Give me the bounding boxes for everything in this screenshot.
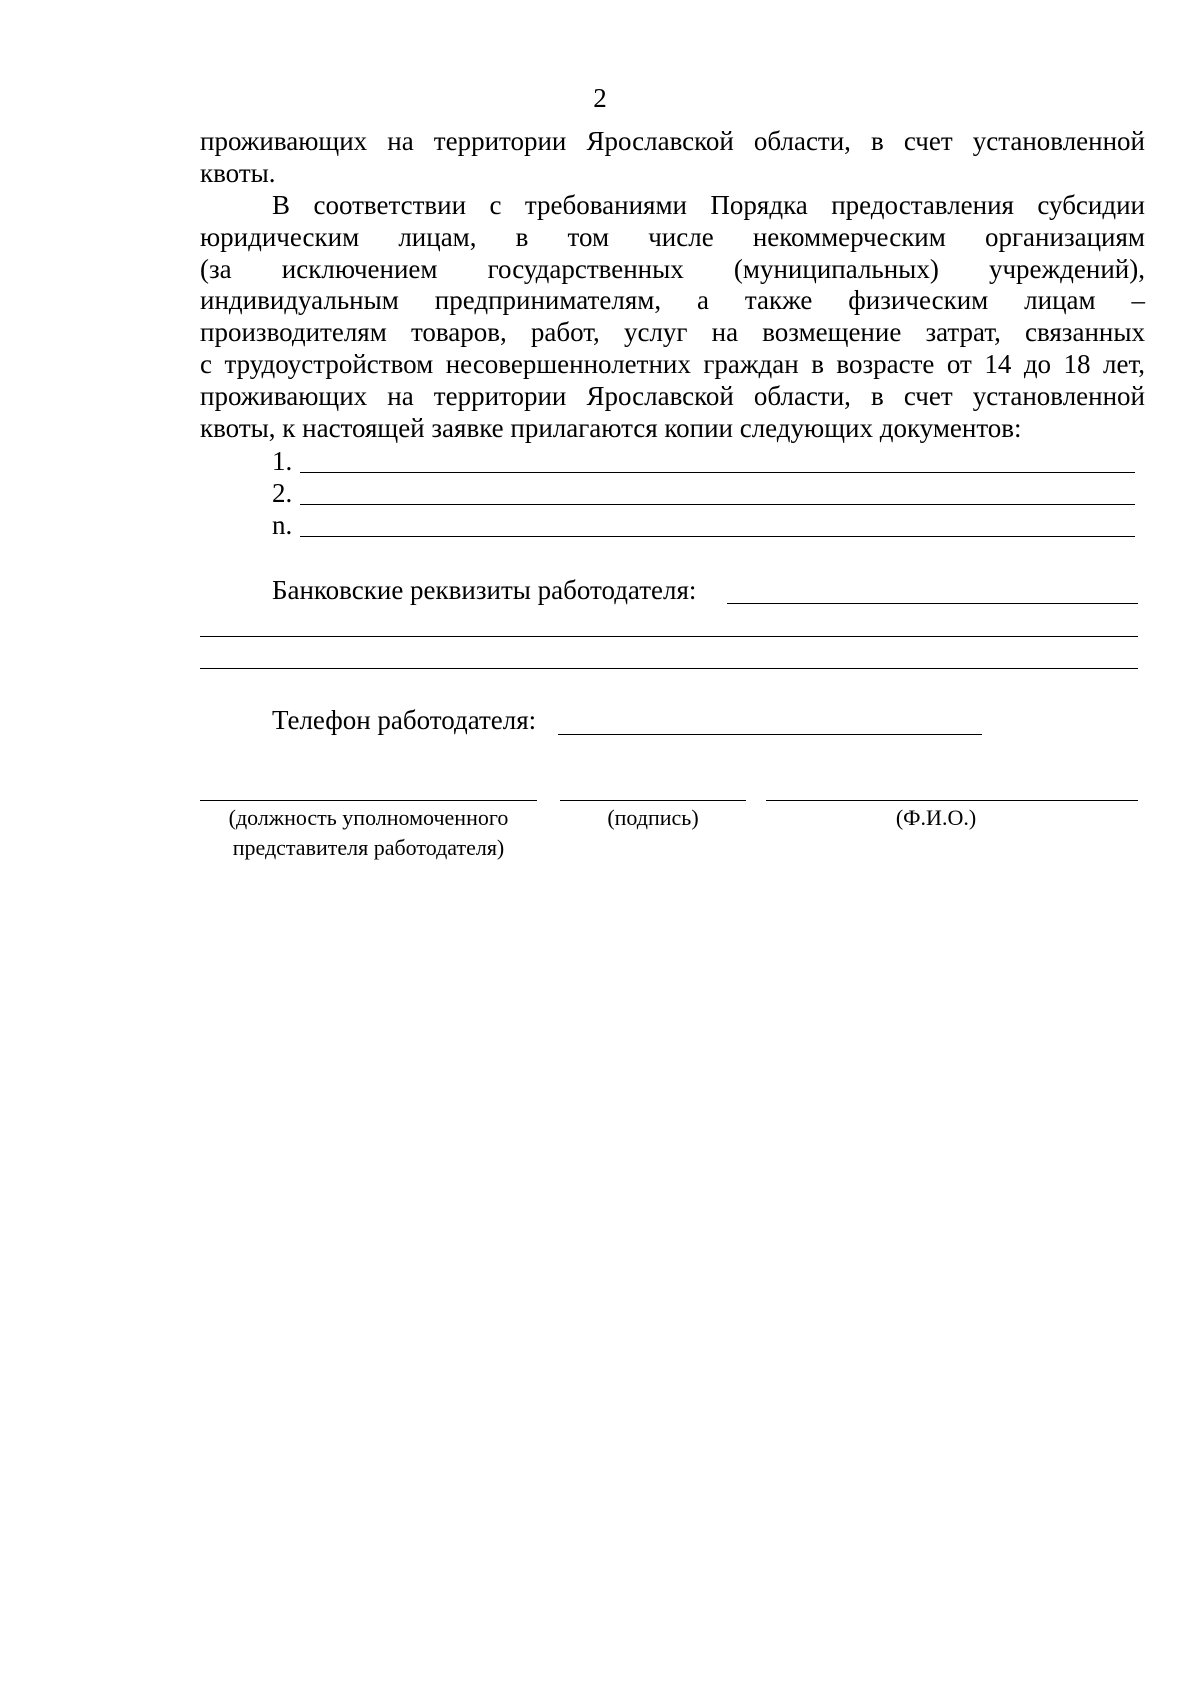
paragraph-line: проживающих на территории Ярославской области, в счет установленной bbox=[200, 126, 1145, 156]
paragraph-continuation bbox=[200, 126, 1145, 190]
list-number: n. bbox=[272, 510, 293, 540]
position-entry-line[interactable] bbox=[200, 800, 537, 801]
signature-entry-line[interactable] bbox=[560, 800, 746, 801]
page-number: 2 bbox=[593, 83, 607, 113]
paragraph-line: (за исключением государственных (муниципальных) учреждений), bbox=[200, 253, 1145, 284]
name-caption: (Ф.И.О.) bbox=[895, 805, 977, 830]
paragraph-line: проживающих на территории Ярославской области, в счет установленной bbox=[200, 380, 1145, 411]
list-number: 2. bbox=[272, 478, 293, 508]
document-entry-line[interactable] bbox=[300, 472, 1135, 473]
paragraph-line: квоты. bbox=[200, 157, 276, 188]
paragraph-line: производителям товаров, работ, услуг на возмещение затрат, связанных bbox=[200, 317, 1145, 348]
list-number: 1. bbox=[272, 446, 293, 476]
phone-label: Телефон работодателя: bbox=[272, 705, 537, 735]
document-list-item[interactable] bbox=[272, 445, 1145, 477]
bank-details-entry-line[interactable] bbox=[727, 603, 1138, 604]
position-caption-line: (должность уполномоченного bbox=[228, 805, 509, 830]
document-entry-line[interactable] bbox=[300, 504, 1135, 505]
paragraph-line: с трудоустройством несовершеннолетних граждан в возрасте от 14 до 18 лет, bbox=[200, 348, 1145, 379]
phone-entry-line[interactable] bbox=[558, 734, 982, 735]
paragraph-requirements bbox=[200, 190, 1145, 444]
document-list-item[interactable] bbox=[272, 477, 1145, 509]
bank-details-label: Банковские реквизиты работодателя: bbox=[272, 575, 697, 605]
signature-caption: (подпись) bbox=[607, 805, 699, 830]
name-entry-line[interactable] bbox=[766, 800, 1138, 801]
position-caption-line: представителя работодателя) bbox=[232, 835, 505, 860]
position-caption bbox=[195, 803, 542, 863]
paragraph-line: юридическим лицам, в том числе некоммерческим организациям bbox=[200, 221, 1145, 252]
bank-details-entry-line[interactable] bbox=[200, 636, 1138, 637]
document-entry-line[interactable] bbox=[300, 536, 1135, 537]
paragraph-line: индивидуальным предпринимателям, а также физическим лицам – bbox=[200, 285, 1145, 316]
paragraph-line: В соответствии с требованиями Порядка предоставления субсидии bbox=[272, 190, 1145, 220]
paragraph-line: квоты, к настоящей заявке прилагаются копии следующих документов: bbox=[200, 412, 1022, 443]
bank-details-entry-line[interactable] bbox=[200, 668, 1138, 669]
document-list-item[interactable] bbox=[272, 509, 1145, 541]
